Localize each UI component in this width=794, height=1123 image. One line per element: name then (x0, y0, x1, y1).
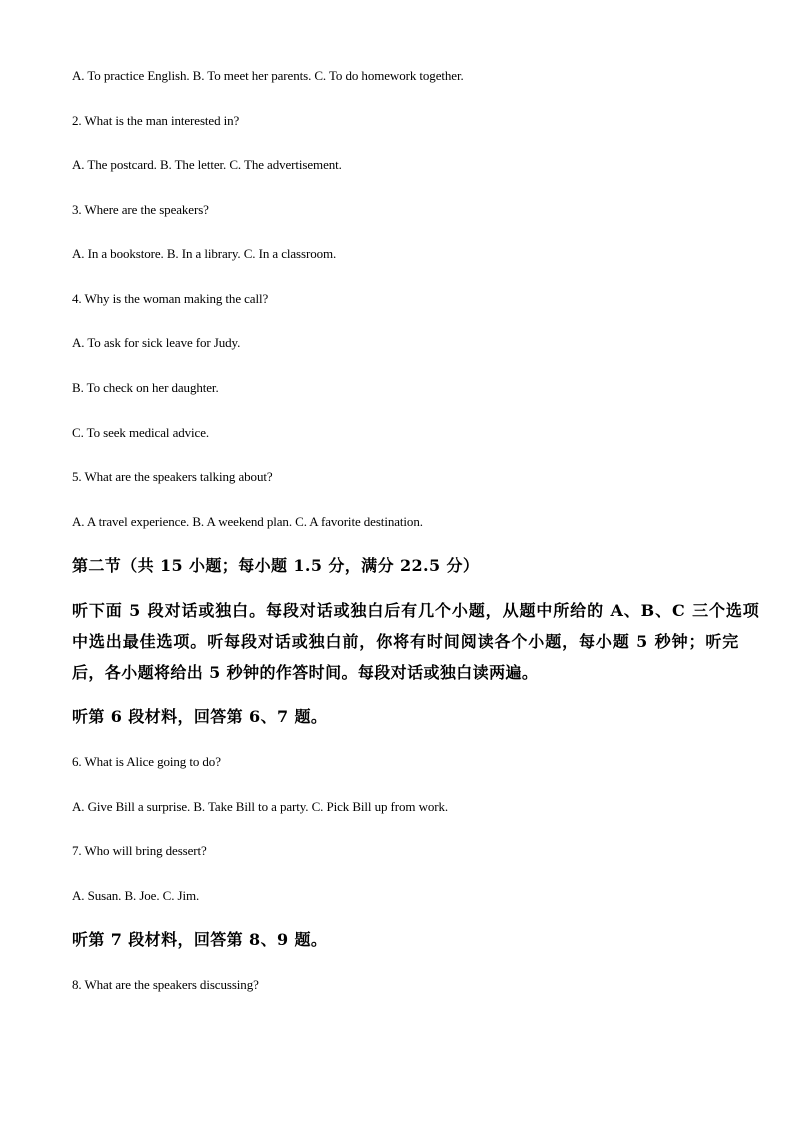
question-5: 5. What are the speakers talking about? (72, 469, 273, 484)
question-8: 8. What are the speakers discussing? (72, 977, 259, 992)
question-4: 4. Why is the woman making the call? (72, 291, 269, 306)
question-6: 6. What is Alice going to do? (72, 754, 221, 769)
question-5-options: A. A travel experience. B. A weekend plan. C. A favorite destination. (72, 514, 423, 529)
instructions-line-3: 后，各小题将给出 5 秒钟的作答时间。每段对话或独白读两遍。 (72, 663, 539, 682)
question-4-option-b: B. To check on her daughter. (72, 380, 219, 395)
question-3-options: A. In a bookstore. B. In a library. C. In a classroom. (72, 246, 337, 261)
section-2-heading: 第二节（共 15 小题；每小题 1.5 分，满分 22.5 分） (72, 556, 480, 575)
question-4-option-a: A. To ask for sick leave for Judy. (72, 335, 241, 350)
question-7: 7. Who will bring dessert? (72, 843, 207, 858)
question-4-option-c: C. To seek medical advice. (72, 425, 210, 440)
question-2-options: A. The postcard. B. The letter. C. The advertisement. (72, 157, 342, 172)
instructions-line-1: 听下面 5 段对话或独白。每段对话或独白后有几个小题，从题中所给的 A、B、C 三个选项 (72, 601, 760, 620)
material-7-heading: 听第 7 段材料，回答第 8、9 题。 (72, 930, 328, 949)
instructions-line-2: 中选出最佳选项。听每段对话或独白前，你将有时间阅读各个小题，每小题 5 秒钟；听完 (72, 632, 740, 651)
question-1-options: A. To practice English. B. To meet her parents. C. To do homework together. (72, 68, 464, 83)
question-3: 3. Where are the speakers? (72, 202, 209, 217)
question-7-options: A. Susan. B. Joe. C. Jim. (72, 888, 200, 903)
question-2: 2. What is the man interested in? (72, 113, 240, 128)
material-6-heading: 听第 6 段材料，回答第 6、7 题。 (72, 707, 328, 726)
question-6-options: A. Give Bill a surprise. B. Take Bill to a party. C. Pick Bill up from work. (72, 799, 449, 814)
